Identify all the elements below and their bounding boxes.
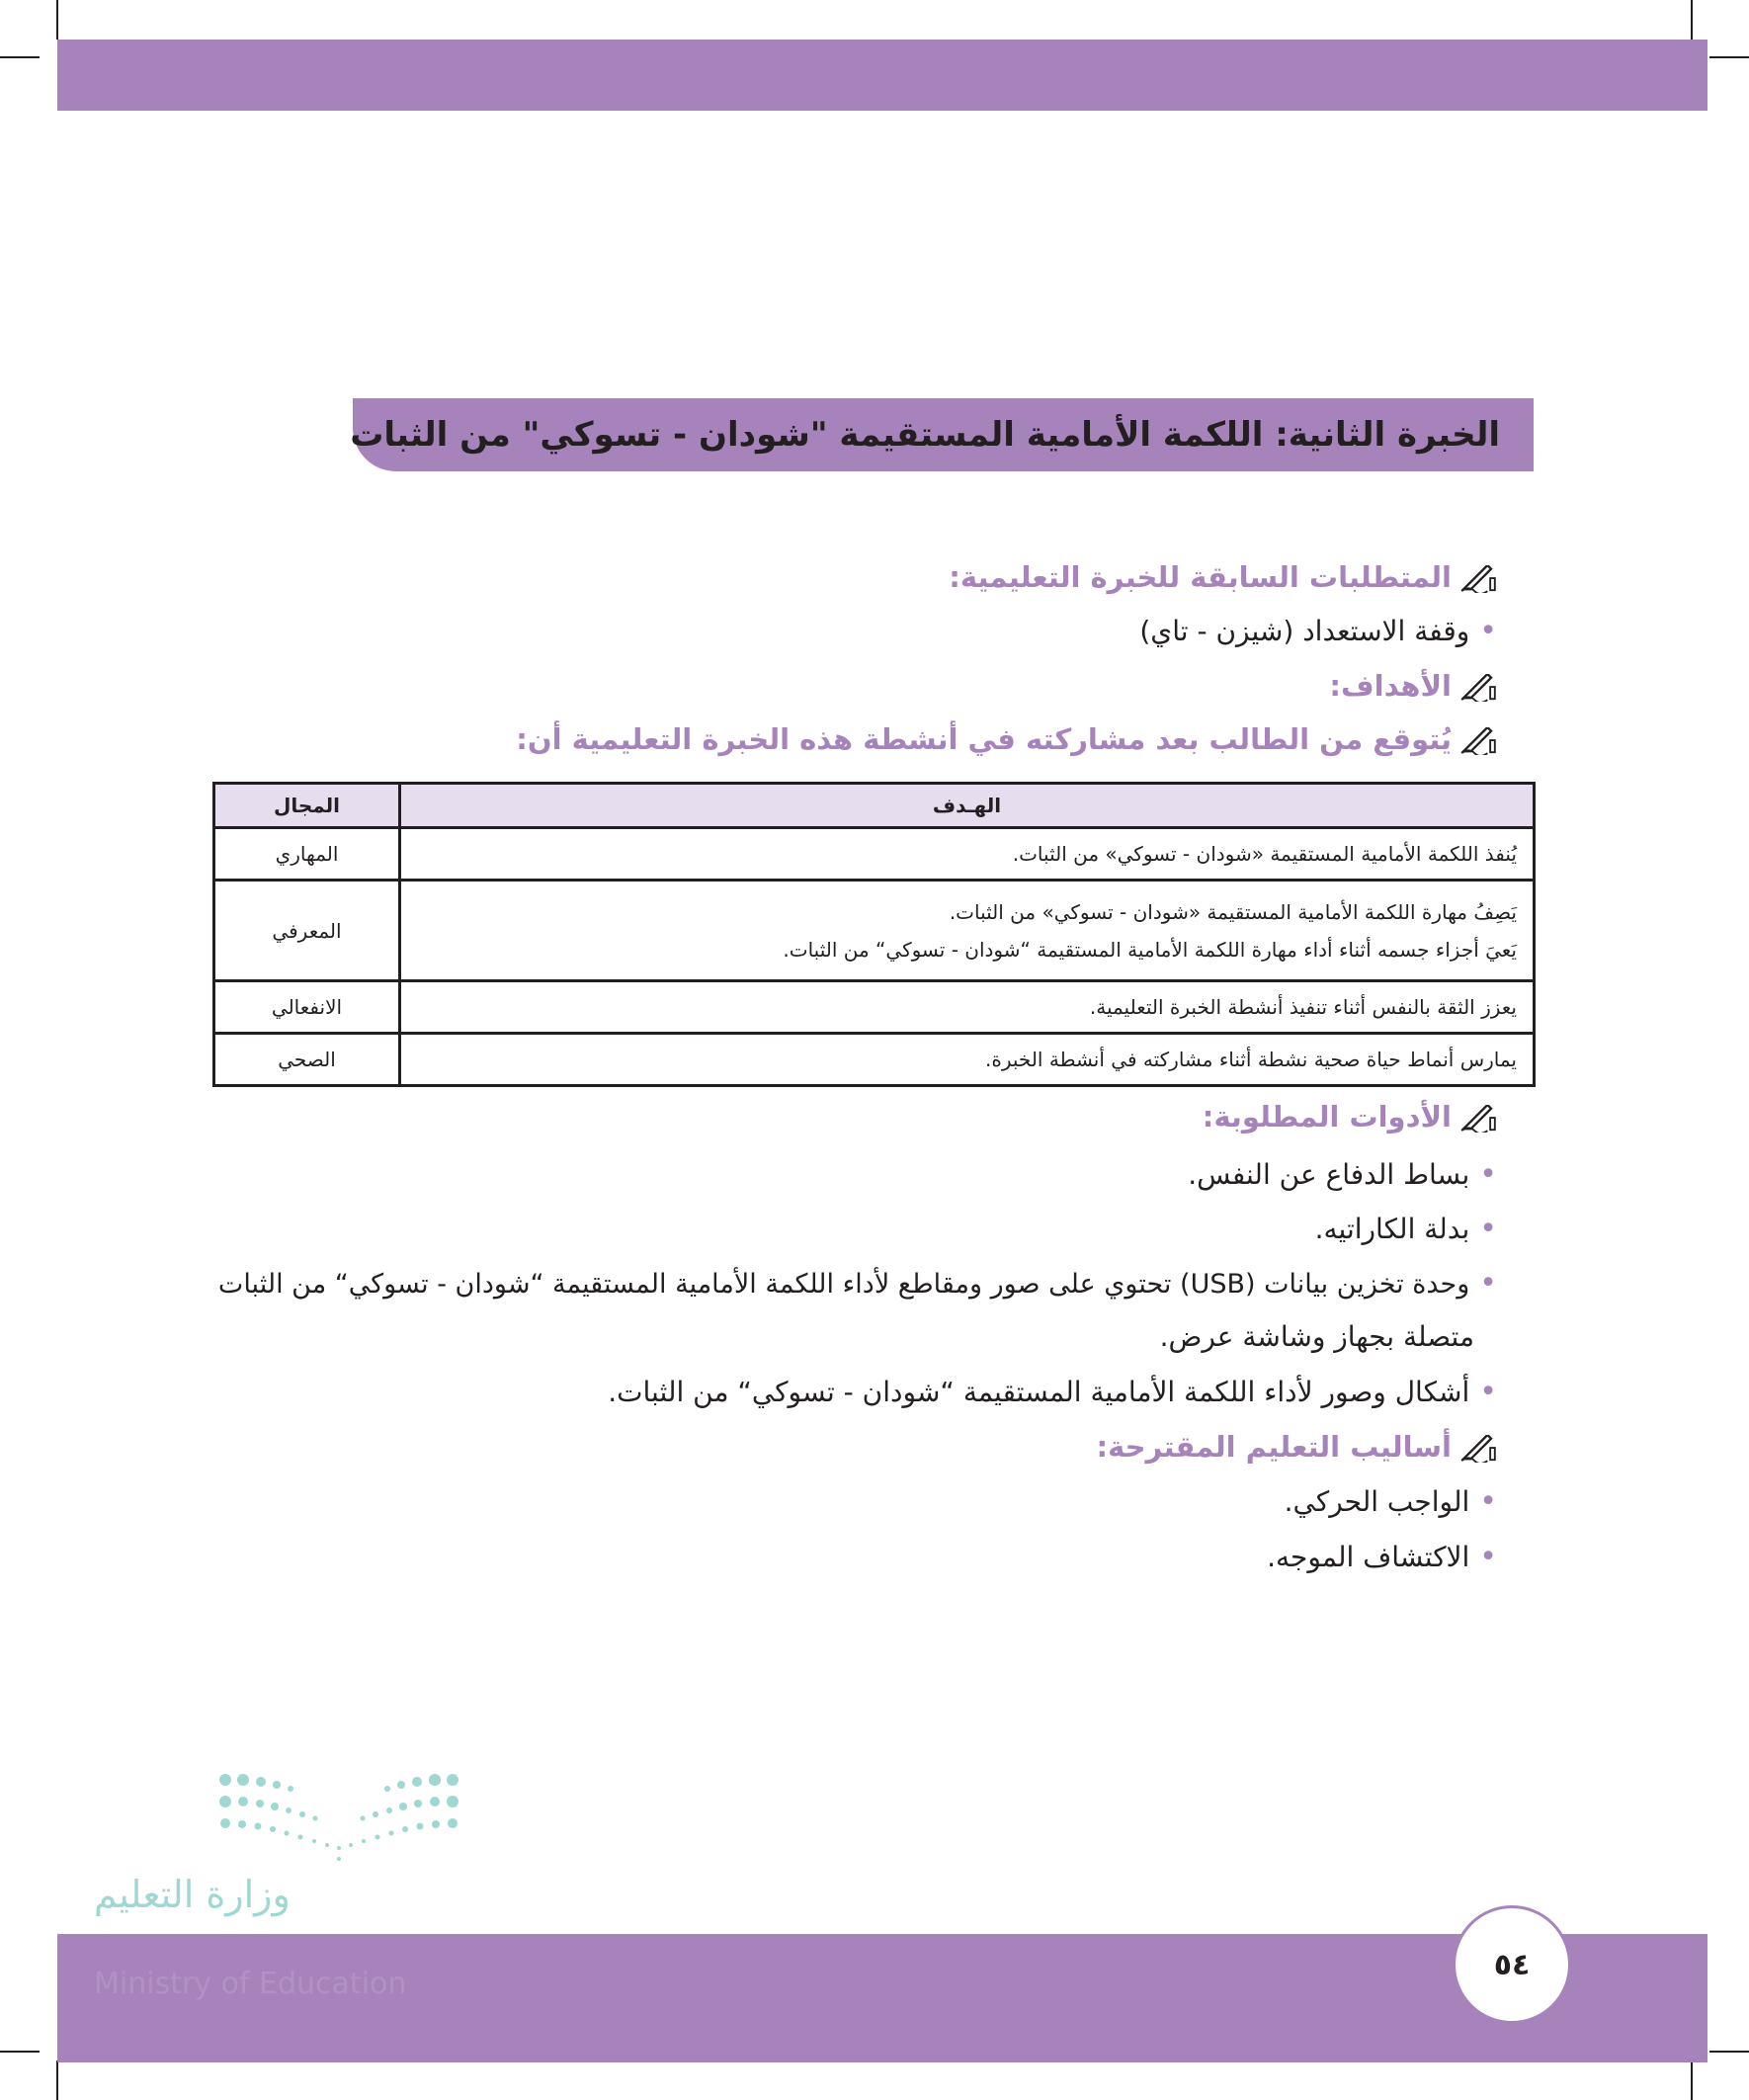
table-row [214, 981, 1535, 1034]
crop-mark [1709, 2051, 1749, 2053]
goal-cell [400, 1034, 1535, 1086]
crop-mark [0, 56, 40, 58]
pencil-writing-icon [1459, 1105, 1497, 1133]
methods-heading [1096, 1430, 1497, 1464]
pencil-writing-icon [1459, 565, 1497, 593]
header-domain: المجال [214, 784, 400, 828]
heading-text: يُتوقع من الطالب بعد مشاركته في أنشطة هذه الخبرة التعليمية أن: [516, 722, 1452, 756]
page-title: الخبرة الثانية: اللكمة الأمامية المستقيمة "شودان - تسوكي" من الثبات [350, 415, 1500, 455]
ministry-logo-text: وزارة التعليم [94, 1873, 291, 1916]
list-item-text: أشكال وصور لأداء اللكمة الأمامية المستقيمة “شودان - تسوكي“ من الثبات. [608, 1376, 1470, 1408]
table-row [214, 828, 1535, 881]
list-item [218, 1266, 1497, 1301]
bullet-icon: • [1479, 1157, 1497, 1192]
goal-cell [400, 981, 1535, 1034]
table-header-row [214, 784, 1535, 828]
crop-mark [1691, 0, 1693, 40]
list-item [1315, 1212, 1497, 1246]
bullet-icon: • [1479, 1266, 1497, 1301]
list-item-text: الواجب الحركي. [1284, 1485, 1470, 1518]
list-item-text: متصلة بجهاز وشاشة عرض. [1159, 1320, 1474, 1353]
bullet-icon: • [1479, 1484, 1497, 1519]
list-item-text: وحدة تخزين بيانات (USB) تحتوي على صور ومقاطع لأداء اللكمة الأمامية المستقيمة “شودان - تسوكي“ من الثبات [217, 1269, 1470, 1300]
heading-text: المتطلبات السابقة للخبرة التعليمية: [949, 560, 1452, 594]
domain-cell: الصحي [214, 1034, 400, 1086]
crop-mark [1709, 56, 1749, 58]
goal-cell [400, 881, 1535, 981]
pencil-writing-icon [1459, 674, 1497, 702]
header-goal: الهـدف [400, 784, 1535, 828]
top-band [57, 40, 1707, 111]
goal-text: يعزز الثقة بالنفس أثناء تنفيذ أنشطة الخبرة التعليمية. [1089, 995, 1517, 1019]
title-bar [350, 398, 1534, 471]
table-row [214, 1034, 1535, 1086]
bullet-icon: • [1479, 1540, 1497, 1574]
table-row [214, 881, 1535, 981]
crop-mark [56, 0, 58, 40]
goal-text: يُنفذ اللكمة الأمامية المستقيمة «شودان - تسوكي» من الثبات. [1012, 842, 1517, 866]
crop-mark [56, 2060, 58, 2100]
crop-mark [1691, 2060, 1693, 2100]
goal-text: يَعيَ أجزاء جسمه أثناء أداء مهارة اللكمة الأمامية المستقيمة “شودان - تسوكي“ من الثبات. [783, 937, 1517, 962]
tools-heading [1203, 1100, 1497, 1134]
ministry-logo-subtext: Ministry of Education [94, 1967, 407, 2001]
list-item-text: وقفة الاستعداد (شيزن - تاي) [1139, 615, 1470, 647]
heading-text: الأهداف: [1329, 669, 1452, 703]
list-item [1267, 1540, 1497, 1574]
list-item [1139, 614, 1497, 648]
heading-text: أساليب التعليم المقترحة: [1096, 1430, 1452, 1464]
list-item [1188, 1157, 1497, 1192]
prerequisites-heading [949, 560, 1497, 594]
goal-cell [400, 828, 1535, 881]
list-item-text: بساط الدفاع عن النفس. [1188, 1158, 1470, 1191]
ministry-logo-icon [215, 1772, 462, 1871]
bullet-icon: • [1479, 614, 1497, 648]
heading-text: الأدوات المطلوبة: [1202, 1100, 1452, 1134]
domain-cell: المهاري [214, 828, 400, 881]
list-item [1285, 1484, 1497, 1519]
domain-cell: المعرفي [214, 881, 400, 981]
pencil-writing-icon [1459, 727, 1497, 755]
list-item-text: الاكتشاف الموجه. [1267, 1541, 1470, 1573]
domain-cell: الانفعالي [214, 981, 400, 1034]
goal-text: يَصِفُ مهارة اللكمة الأمامية المستقيمة «شودان - تسوكي» من الثبات. [949, 899, 1517, 924]
list-item-text: بدلة الكاراتيه. [1314, 1213, 1470, 1245]
pencil-writing-icon [1459, 1435, 1497, 1463]
bullet-icon: • [1479, 1212, 1497, 1246]
list-item-continuation [1160, 1320, 1474, 1353]
objectives-table [212, 782, 1536, 1087]
bullet-icon: • [1479, 1375, 1497, 1409]
crop-mark [0, 2051, 40, 2053]
objectives-heading [1329, 669, 1497, 703]
list-item [608, 1375, 1497, 1409]
page-number: ٥٤ [1453, 1905, 1571, 2024]
objectives-subheading [516, 722, 1497, 756]
goal-text: يمارس أنماط حياة صحية نشطة أثناء مشاركته في أنشطة الخبرة. [985, 1048, 1517, 1071]
